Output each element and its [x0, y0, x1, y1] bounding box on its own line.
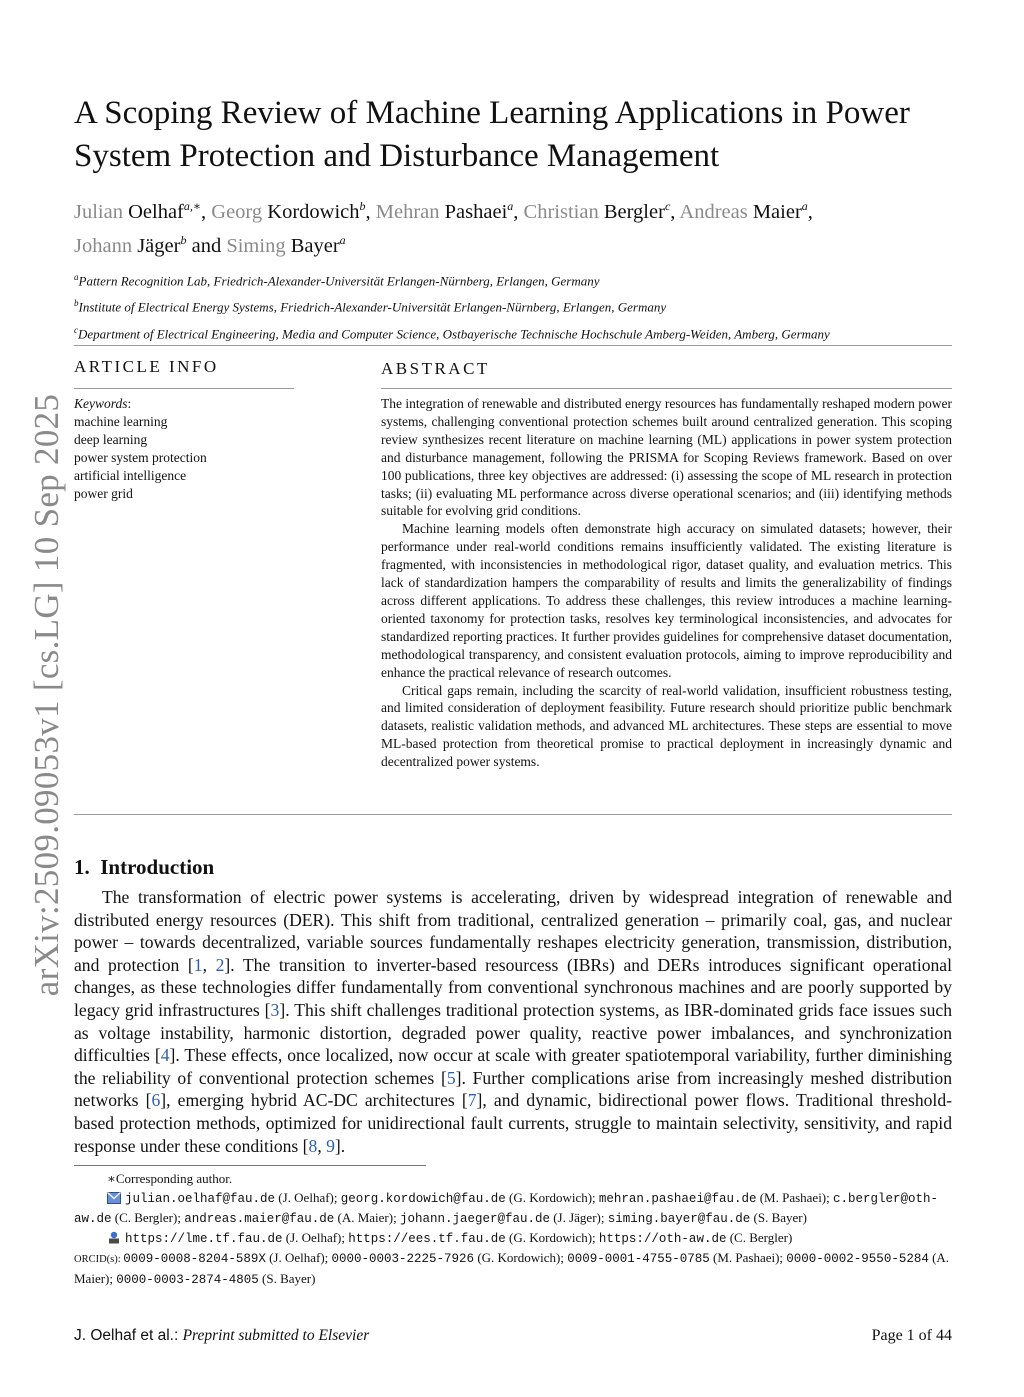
- citation-link[interactable]: 6: [151, 1090, 161, 1111]
- keyword: machine learning: [74, 414, 168, 429]
- article-info-heading: ARTICLE INFO: [74, 357, 219, 376]
- author: [74, 201, 201, 223]
- abstract-rule: [381, 388, 952, 389]
- author-conjunction: and: [191, 234, 222, 257]
- email-owner: (S. Bayer): [750, 1210, 807, 1225]
- author-affiliation-mark: a: [507, 199, 514, 213]
- author-given-name: Christian: [523, 200, 599, 223]
- footnote-rule: [74, 1165, 426, 1166]
- keyword: deep learning: [74, 432, 148, 447]
- affiliation-text: Pattern Recognition Lab, Friedrich-Alexander-Universität Erlangen-Nürnberg, Erlangen, Germany: [78, 273, 600, 289]
- intro-text: ]. The transition to inverter-based resourcess (IBRs) and DERs introduces significant operational changes, as these technologies differ fundamentally from conventional synchronous machines and are poorly supported by legacy grid infrastructures [: [74, 954, 953, 1020]
- orcid-footnote: [41, 1249, 952, 1289]
- email-footnote: [74, 1189, 952, 1229]
- author-family-name: Bergler: [603, 200, 665, 223]
- orcid-owner: (M. Pashaei);: [709, 1250, 787, 1265]
- email-owner: (C. Bergler);: [111, 1210, 185, 1225]
- keyword: power grid: [74, 486, 133, 501]
- citation-link[interactable]: 5: [446, 1067, 456, 1088]
- intro-text: ]. These effects, once localized, now occur at scale with greater spatiotemporal variability, further diminishing the reliability of conventional protection schemes [: [74, 1045, 953, 1088]
- website-icon: [107, 1231, 121, 1250]
- abstract-body: [381, 395, 952, 771]
- author-list: Julian Oelhaf$^{a,∗}$, Georg Kordowich$^b$, Mehran Pashaei$^a$, Christian Bergler$^c$, Andreas Maier$^a$, Johann Jäger$^b$ and Siming Bayer$^a$: [74, 199, 813, 257]
- arxiv-identifier[interactable]: arXiv:2509.09053v1 [cs.LG] 10 Sep 2025: [27, 393, 66, 997]
- affiliation-text: Department of Electrical Engineering, Media and Computer Science, Ostbayerische Technische Hochschule Amberg-Weiden, Amberg, Germany: [78, 325, 830, 341]
- email-owner: (A. Maier);: [334, 1210, 400, 1225]
- introduction-paragraph: [74, 886, 952, 1157]
- header-divider: [74, 345, 952, 346]
- arxiv-sidebar: [0, 0, 76, 1397]
- url-footnote: [74, 1229, 952, 1250]
- citation-link[interactable]: 4: [160, 1045, 170, 1066]
- orcid-owner: (J. Oelhaf);: [265, 1250, 332, 1265]
- author-affiliation-mark: a: [339, 232, 346, 247]
- affiliation-mark: b: [74, 298, 79, 309]
- author-affiliation-mark: a,∗: [183, 199, 202, 213]
- section-title: Introduction: [100, 855, 215, 879]
- author-affiliation-mark: c: [664, 199, 671, 213]
- article-info-rule: [74, 388, 294, 389]
- author-given-name: Siming: [226, 234, 286, 257]
- affiliation: [74, 319, 954, 345]
- paper-title: A Scoping Review of Machine Learning Applications in Power System Protection and Disturbance Management: [74, 95, 910, 174]
- orcid-owner: (G. Kordowich);: [474, 1250, 568, 1265]
- author-affiliation-mark: b: [180, 232, 187, 247]
- author-family-name: Oelhaf: [128, 200, 184, 223]
- citation-link[interactable]: 7: [467, 1090, 477, 1111]
- email-owner: (J. Jäger);: [549, 1210, 608, 1225]
- email-address[interactable]: julian.oelhaf@fau.de: [125, 1191, 276, 1206]
- footer-authors: J. Oelhaf et al.:: [74, 1327, 183, 1344]
- page-number: Page 1 of 44: [871, 1327, 952, 1344]
- author-given-name: Georg: [211, 200, 263, 223]
- website-link[interactable]: https://oth-aw.de: [598, 1231, 727, 1246]
- author: [74, 232, 187, 257]
- affiliation: [74, 292, 954, 318]
- keyword: artificial intelligence: [74, 468, 187, 483]
- author-family-name: Jäger: [137, 234, 181, 257]
- citation-link[interactable]: 8: [308, 1135, 318, 1156]
- abstract-divider: [74, 814, 952, 815]
- author-given-name: Mehran: [375, 200, 440, 223]
- author-family-name: Bayer: [290, 234, 340, 257]
- author-given-name: Andreas: [679, 200, 748, 223]
- website-link[interactable]: https://ees.tf.fau.de: [348, 1231, 506, 1246]
- orcid-id[interactable]: 0009-0008-8204-589X: [123, 1252, 266, 1266]
- author-affiliation-mark: a: [801, 199, 808, 213]
- email-icon: [107, 1191, 121, 1210]
- email-address[interactable]: andreas.maier@fau.de: [184, 1212, 335, 1226]
- citation-link[interactable]: 9: [326, 1135, 335, 1156]
- affiliation-text: Institute of Electrical Energy Systems, Friedrich-Alexander-Universität Erlangen-Nürnberg, Erlangen, Germany: [78, 299, 667, 315]
- author-family-name: Pashaei: [444, 200, 508, 223]
- intro-text: ].: [334, 1135, 346, 1156]
- corresponding-author-note: ∗Corresponding author.: [107, 1171, 233, 1186]
- orcid-id[interactable]: 0009-0001-4755-0785: [567, 1252, 710, 1266]
- orcid-id[interactable]: 0000-0002-9550-5284: [786, 1252, 929, 1266]
- email-address[interactable]: georg.kordowich@fau.de: [340, 1191, 506, 1206]
- citation-link[interactable]: 2: [215, 954, 225, 975]
- author: [679, 201, 807, 223]
- section-heading-introduction: [74, 855, 214, 880]
- orcid-label: ORCID(s):: [74, 1254, 124, 1265]
- author: [211, 201, 365, 223]
- intro-text: The transformation of electric power systems is accelerating, driven by widespread integration of renewable and distributed energy resources (DER). This shift from traditional, centralized generation – primarily coal, gas, and nuclear power – towards decentralized, variable sources fundamentally reshapes electricity generation, transmission, distribution, and protection [: [74, 887, 952, 975]
- website-owner: (G. Kordowich);: [505, 1229, 599, 1245]
- abstract-heading: ABSTRACT: [381, 359, 490, 378]
- author: [226, 232, 346, 257]
- orcid-id[interactable]: 0000-0003-2225-7926: [331, 1252, 475, 1266]
- intro-text: ]. This shift challenges traditional protection systems, as IBR-dominated grids face issues such as voltage instability, harmonic distortion, degraded power quality, reactive power imbalances, and synchronization difficulties [: [74, 999, 952, 1066]
- intro-text: ,: [317, 1135, 327, 1156]
- author-given-name: Julian: [74, 200, 123, 223]
- citation-link[interactable]: 1: [193, 954, 203, 975]
- author-family-name: Kordowich: [267, 200, 360, 223]
- author-family-name: Maier: [752, 200, 802, 223]
- footer-venue: Preprint submitted to Elsevier: [182, 1327, 370, 1344]
- abstract-paragraph: Machine learning models often demonstrate high accuracy on simulated datasets; however, their performance under real-world conditions remains insufficiently validated. The existing literature is fragmented, with inconsistencies in methodological rigor, dataset quality, and evaluation metrics. This lack of standardization hampers the comparability of results and limits the generalizability of findings across different applications. To address these challenges, this review introduces a machine learning-oriented taxonomy for protection tasks, resolves key terminological inconsistencies, and advocates for standardized reporting practices. It further provides guidelines for comprehensive dataset documentation, methodological transparency, and consistent evaluation protocols, aiming to improve reproducibility and enhance the practical relevance of research outcomes.: [381, 521, 952, 680]
- abstract-paragraph: Critical gaps remain, including the scarcity of real-world validation, insufficient robustness testing, and limited consideration of deployment feasibility. Future research should prioritize public benchmark datasets, realistic validation methods, and advanced ML architectures. These steps are essential to move ML-based protection from theoretical promise to practical deployment in increasingly dynamic and decentralized power systems.: [381, 682, 952, 770]
- footer-citation: [74, 1327, 369, 1345]
- website-link[interactable]: https://lme.tf.fau.de: [125, 1231, 283, 1246]
- author-given-name: Johann: [74, 234, 133, 257]
- abstract-paragraph: The integration of renewable and distributed energy resources has fundamentally reshaped modern power systems, challenging conventional protection schemes built around centralized generation. This scoping review synthesizes recent literature on machine learning (ML) applications in power system protection and disturbance management, following the PRISMA for Scoping Reviews framework. Based on over 100 publications, three key objectives are addressed: (i) assessing the scope of ML research in protection tasks; (ii) evaluating ML performance across diverse operational scenarios; and (iii) identifying methods suitable for evolving grid conditions.: [381, 396, 952, 519]
- email-address[interactable]: siming.bayer@fau.de: [607, 1212, 751, 1226]
- intro-text: ], and dynamic, bidirectional power flows. Traditional threshold-based protection methods, optimized for unidirectional fault currents, struggle to maintain selectivity, sensitivity, and rapid response under these conditions [: [74, 1090, 952, 1156]
- footnotes: [74, 1170, 952, 1289]
- author-affiliation-mark: b: [359, 199, 366, 213]
- intro-text: ,: [202, 954, 216, 975]
- website-owner: (J. Oelhaf);: [282, 1229, 349, 1245]
- intro-text: ], emerging hybrid AC-DC architectures [: [160, 1090, 468, 1111]
- email-owner: (G. Kordowich);: [505, 1189, 599, 1205]
- intro-text: ]. Further complications arise from increasingly meshed distribution networks [: [74, 1067, 952, 1111]
- email-address[interactable]: mehran.pashaei@fau.de: [598, 1191, 757, 1206]
- affiliation: [74, 266, 954, 292]
- citation-link[interactable]: 3: [270, 999, 280, 1020]
- affiliations: [74, 266, 954, 345]
- email-owner: (J. Oelhaf);: [275, 1189, 341, 1205]
- email-address[interactable]: johann.jaeger@fau.de: [399, 1212, 550, 1226]
- section-number: 1.: [74, 855, 90, 879]
- affiliation-mark: c: [74, 324, 78, 335]
- orcid-owner: (S. Bayer): [258, 1270, 316, 1286]
- keyword: power system protection: [74, 450, 207, 465]
- author: [376, 201, 514, 223]
- keywords-label: Keywords: [74, 396, 128, 411]
- email-owner: (M. Pashaei);: [756, 1189, 833, 1205]
- website-owner: (C. Bergler): [726, 1229, 793, 1245]
- orcid-owner: (A. Maier);: [74, 1250, 950, 1286]
- author: [524, 201, 671, 223]
- email-address[interactable]: c.bergler@oth-aw.de: [74, 1191, 939, 1226]
- affiliation-mark: a: [74, 272, 79, 282]
- keywords-block: Keywords: machine learning deep learning power system protection artificial intelligence power grid: [74, 395, 294, 503]
- orcid-id[interactable]: 0000-0003-2874-4805: [116, 1272, 259, 1287]
